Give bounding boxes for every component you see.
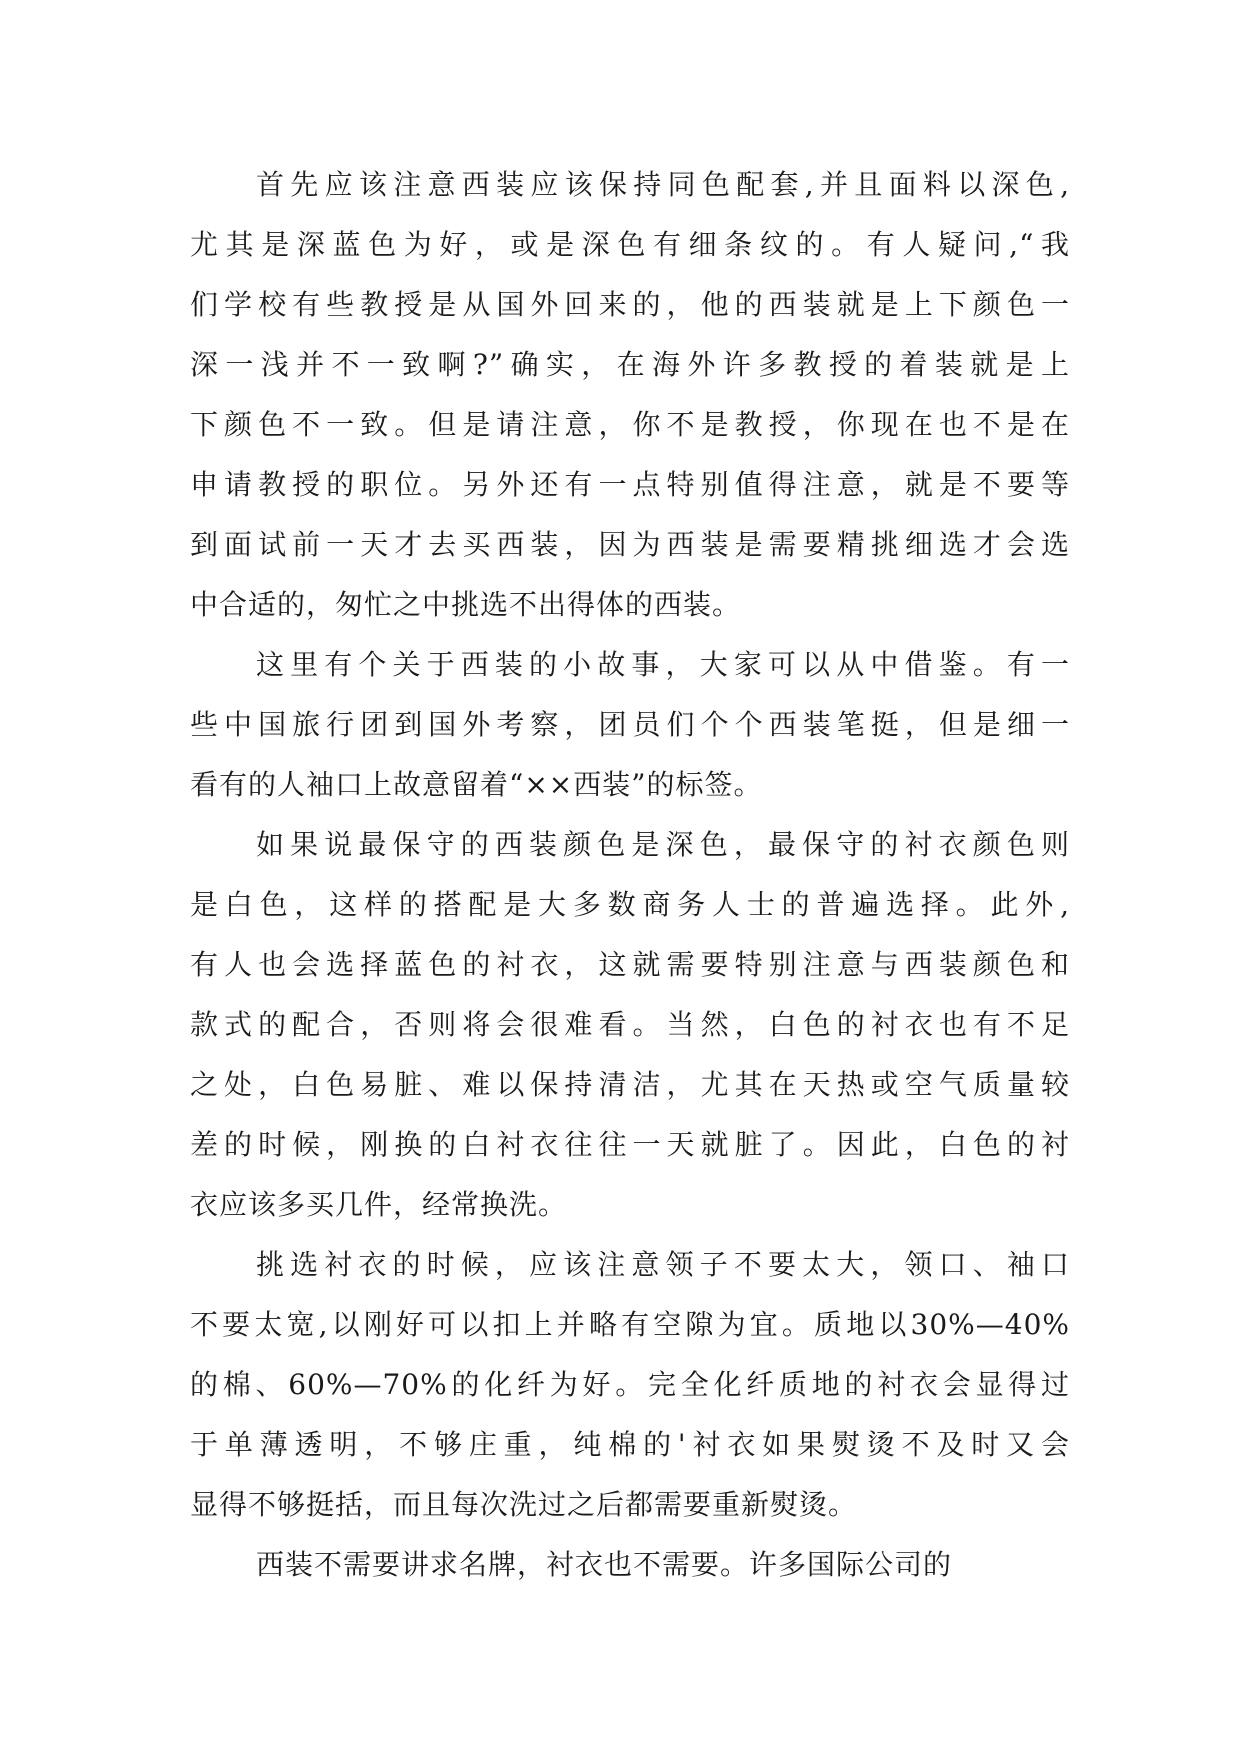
text-line: 挑选衬衣的时候，应该注意领子不要太大，领口、袖口 [256, 1248, 1070, 1281]
text-line: 如果说最保守的西装颜色是深色，最保守的衬衣颜色则 [256, 828, 1070, 861]
text-line: 尤其是深蓝色为好，或是深色有细条纹的。有人疑问,“我 [190, 228, 1070, 261]
paragraph-4 [190, 1235, 1070, 1535]
paragraph-3 [190, 815, 1070, 1235]
paragraph-1 [190, 155, 1070, 635]
body-text [190, 155, 1070, 1595]
text-line: 中合适的，匆忙之中挑选不出得体的西装。 [190, 588, 742, 621]
paragraph-5 [190, 1535, 1070, 1595]
text-line: 差的时候，刚换的白衬衣往往一天就脏了。因此，白色的衬 [190, 1128, 1070, 1161]
text-line: 衣应该多买几件，经常换洗。 [190, 1188, 568, 1221]
text-line: 西装不需要讲求名牌，衬衣也不需要。许多国际公司的 [256, 1548, 953, 1581]
text-line: 显得不够挺括，而且每次洗过之后都需要重新熨烫。 [190, 1488, 858, 1521]
text-line: 首先应该注意西装应该保持同色配套,并且面料以深色, [256, 168, 1070, 201]
text-line: 不要太宽,以刚好可以扣上并略有空隙为宜。质地以30%—40% [190, 1308, 1070, 1341]
text-line: 于单薄透明，不够庄重，纯棉的'衬衣如果熨烫不及时又会 [190, 1428, 1070, 1461]
text-line: 些中国旅行团到国外考察，团员们个个西装笔挺，但是细一 [190, 708, 1070, 741]
text-line: 到面试前一天才去买西装，因为西装是需要精挑细选才会选 [190, 528, 1070, 561]
text-line: 看有的人袖口上故意留着“××西装”的标签。 [190, 768, 763, 801]
text-line: 深一浅并不一致啊?”确实，在海外许多教授的着装就是上 [190, 348, 1070, 381]
text-line: 这里有个关于西装的小故事，大家可以从中借鉴。有一 [256, 648, 1070, 681]
text-line: 是白色，这样的搭配是大多数商务人士的普遍选择。此外, [190, 888, 1070, 921]
paragraph-2 [190, 635, 1070, 815]
text-line: 下颜色不一致。但是请注意，你不是教授，你现在也不是在 [190, 408, 1070, 441]
text-line: 有人也会选择蓝色的衬衣，这就需要特别注意与西装颜色和 [190, 948, 1070, 981]
text-line: 款式的配合，否则将会很难看。当然，白色的衬衣也有不足 [190, 1008, 1070, 1041]
text-line: 申请教授的职位。另外还有一点特别值得注意，就是不要等 [190, 468, 1070, 501]
text-line: 之处，白色易脏、难以保持清洁，尤其在天热或空气质量较 [190, 1068, 1070, 1101]
text-line: 的棉、60%—70%的化纤为好。完全化纤质地的衬衣会显得过 [190, 1368, 1070, 1401]
text-line: 们学校有些教授是从国外回来的，他的西装就是上下颜色一 [190, 288, 1070, 321]
